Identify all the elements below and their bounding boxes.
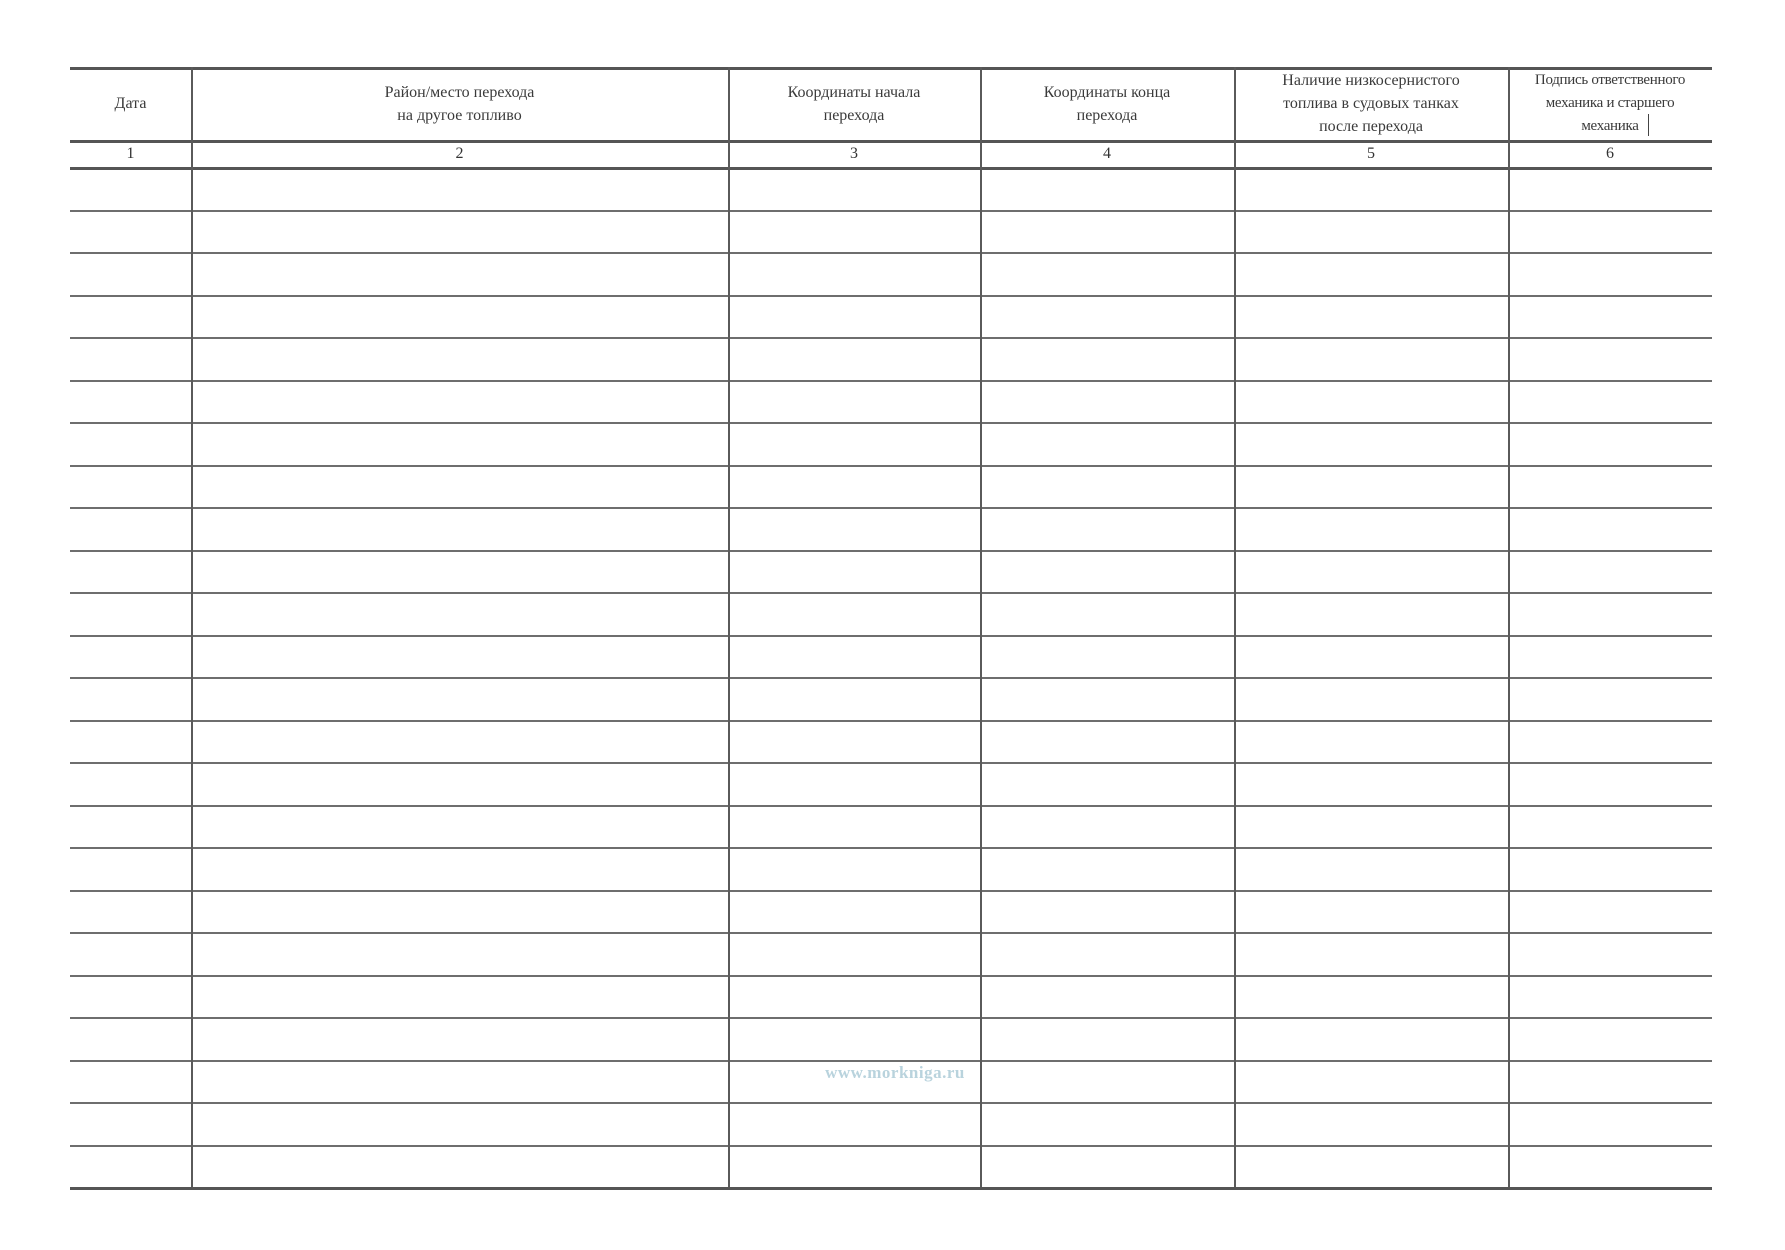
empty-entry-cell[interactable]: [730, 934, 978, 973]
column-header: Дата: [114, 95, 147, 112]
empty-entry-cell[interactable]: [982, 254, 1232, 293]
empty-entry-cell[interactable]: [193, 849, 726, 888]
empty-entry-cell[interactable]: [982, 1019, 1232, 1058]
empty-entry-cell[interactable]: [982, 722, 1232, 761]
empty-entry-cell[interactable]: [730, 467, 978, 506]
empty-entry-cell[interactable]: [1236, 892, 1506, 931]
empty-entry-cell[interactable]: [72, 934, 189, 973]
empty-entry-cell[interactable]: [730, 169, 978, 208]
empty-entry-cell[interactable]: [982, 339, 1232, 378]
empty-entry-cell[interactable]: [1510, 254, 1710, 293]
empty-entry-cell[interactable]: [1510, 382, 1710, 421]
empty-entry-cell[interactable]: [72, 254, 189, 293]
empty-entry-cell[interactable]: [193, 679, 726, 718]
empty-entry-cell[interactable]: [1510, 467, 1710, 506]
empty-entry-cell[interactable]: [193, 594, 726, 633]
empty-entry-cell[interactable]: [72, 467, 189, 506]
empty-entry-cell[interactable]: [982, 1104, 1232, 1143]
empty-entry-cell[interactable]: [1236, 424, 1506, 463]
column-header: Наличие низкосернистого топлива в судовых танках после перехода: [1282, 72, 1460, 135]
column-number: 4: [1103, 144, 1111, 162]
empty-entry-cell[interactable]: [730, 339, 978, 378]
empty-entry-cell[interactable]: [1236, 254, 1506, 293]
empty-entry-cell[interactable]: [730, 552, 978, 591]
empty-entry-cell[interactable]: [1510, 849, 1710, 888]
empty-entry-cell[interactable]: [1236, 339, 1506, 378]
empty-entry-cell[interactable]: [72, 764, 189, 803]
empty-entry-cell[interactable]: [1510, 297, 1710, 336]
empty-entry-cell[interactable]: [1236, 849, 1506, 888]
empty-entry-cell[interactable]: [1510, 212, 1710, 251]
text-cursor: [1648, 114, 1649, 136]
watermark: www.morkniga.ru: [825, 1063, 965, 1082]
empty-entry-cell[interactable]: [1510, 1019, 1710, 1058]
empty-entry-cell[interactable]: [72, 297, 189, 336]
empty-entry-cell[interactable]: [982, 934, 1232, 973]
empty-entry-cell[interactable]: [193, 722, 726, 761]
empty-entry-cell[interactable]: [1236, 297, 1506, 336]
empty-entry-cell[interactable]: [730, 892, 978, 931]
empty-entry-cell[interactable]: [730, 722, 978, 761]
empty-entry-cell[interactable]: [193, 212, 726, 251]
empty-entry-cell[interactable]: [193, 297, 726, 336]
empty-entry-cell[interactable]: [982, 1062, 1232, 1101]
empty-entry-cell[interactable]: [982, 169, 1232, 208]
empty-entry-cell[interactable]: [730, 1019, 978, 1058]
empty-entry-cell[interactable]: [730, 424, 978, 463]
empty-entry-cell[interactable]: [1236, 1019, 1506, 1058]
empty-entry-cell[interactable]: [730, 297, 978, 336]
column-number: 6: [1606, 144, 1614, 162]
empty-entry-cell[interactable]: [193, 637, 726, 676]
empty-entry-cell[interactable]: [72, 169, 189, 208]
empty-entry-cell[interactable]: [193, 339, 726, 378]
empty-entry-cell[interactable]: [1236, 679, 1506, 718]
empty-entry-cell[interactable]: [193, 1147, 726, 1186]
empty-entry-cell[interactable]: [193, 509, 726, 548]
empty-entry-cell[interactable]: [72, 807, 189, 846]
empty-entry-cell[interactable]: [982, 382, 1232, 421]
empty-entry-cell[interactable]: [730, 849, 978, 888]
empty-entry-cell[interactable]: [982, 892, 1232, 931]
empty-entry-cell[interactable]: [72, 849, 189, 888]
empty-entry-cell[interactable]: [1236, 722, 1506, 761]
empty-entry-cell[interactable]: [1236, 552, 1506, 591]
empty-entry-cell[interactable]: [982, 637, 1232, 676]
empty-entry-cell[interactable]: [193, 977, 726, 1016]
empty-entry-cell[interactable]: [1236, 764, 1506, 803]
empty-entry-cell[interactable]: [982, 424, 1232, 463]
empty-entry-cell[interactable]: [1236, 934, 1506, 973]
column-header: Подпись ответственного механика и старшего механика: [1534, 72, 1686, 134]
empty-entry-cell[interactable]: [193, 382, 726, 421]
empty-entry-cell[interactable]: [982, 849, 1232, 888]
empty-entry-cell[interactable]: [1510, 1147, 1710, 1186]
empty-entry-cell[interactable]: [72, 637, 189, 676]
empty-entry-cell[interactable]: [730, 594, 978, 633]
column-number: 5: [1367, 144, 1375, 162]
empty-entry-cell[interactable]: [193, 254, 726, 293]
empty-entry-cell[interactable]: [982, 764, 1232, 803]
empty-entry-cell[interactable]: [1236, 467, 1506, 506]
empty-entry-cell[interactable]: [1236, 1062, 1506, 1101]
empty-entry-cell[interactable]: [1236, 637, 1506, 676]
empty-entry-cell[interactable]: [72, 424, 189, 463]
empty-entry-cell[interactable]: [1236, 977, 1506, 1016]
empty-entry-cell[interactable]: [193, 1019, 726, 1058]
empty-entry-cell[interactable]: [72, 977, 189, 1016]
empty-entry-cell[interactable]: [982, 509, 1232, 548]
empty-entry-cell[interactable]: [730, 1147, 978, 1186]
column-number: 1: [126, 144, 135, 162]
empty-entry-cell[interactable]: [1510, 552, 1710, 591]
empty-entry-cell[interactable]: [1510, 934, 1710, 973]
empty-entry-cell[interactable]: [730, 1104, 978, 1143]
empty-entry-cell[interactable]: [1510, 1062, 1710, 1101]
empty-entry-cell[interactable]: [1510, 339, 1710, 378]
empty-entry-cell[interactable]: [1510, 977, 1710, 1016]
empty-entry-cell[interactable]: [193, 1062, 726, 1101]
empty-entry-cell[interactable]: [982, 467, 1232, 506]
empty-entry-cell[interactable]: [730, 807, 978, 846]
table-row-line: [70, 1187, 1712, 1190]
empty-entry-cell[interactable]: [1236, 169, 1506, 208]
empty-entry-cell[interactable]: [72, 722, 189, 761]
empty-entry-cell[interactable]: [982, 1147, 1232, 1186]
column-number: 2: [455, 144, 464, 162]
empty-entry-cell[interactable]: [730, 254, 978, 293]
empty-entry-cell[interactable]: [72, 212, 189, 251]
empty-entry-cell[interactable]: [72, 509, 189, 548]
empty-entry-cell[interactable]: [193, 807, 726, 846]
empty-entry-cell[interactable]: [1510, 892, 1710, 931]
empty-entry-cell[interactable]: [72, 1147, 189, 1186]
empty-entry-cell[interactable]: [730, 764, 978, 803]
empty-entry-cell[interactable]: [72, 679, 189, 718]
empty-entry-cell[interactable]: [193, 934, 726, 973]
empty-entry-cell[interactable]: [1510, 679, 1710, 718]
column-header: Район/место перехода на другое топливо: [384, 83, 535, 124]
empty-entry-cell[interactable]: [982, 679, 1232, 718]
empty-entry-cell[interactable]: [1510, 424, 1710, 463]
empty-entry-cell[interactable]: [193, 169, 726, 208]
empty-entry-cell[interactable]: [72, 892, 189, 931]
empty-entry-cell[interactable]: [193, 552, 726, 591]
empty-entry-cell[interactable]: [1236, 807, 1506, 846]
empty-entry-cell[interactable]: [1510, 807, 1710, 846]
column-header: Координаты начала перехода: [787, 83, 921, 124]
column-number: 3: [850, 144, 858, 162]
empty-entry-cell[interactable]: [982, 212, 1232, 251]
empty-entry-cell[interactable]: [1236, 509, 1506, 548]
empty-entry-cell[interactable]: [193, 424, 726, 463]
empty-entry-cell[interactable]: [730, 212, 978, 251]
empty-entry-cell[interactable]: [1236, 1104, 1506, 1143]
empty-entry-cell[interactable]: [982, 297, 1232, 336]
empty-entry-cell[interactable]: [1510, 722, 1710, 761]
empty-entry-cell[interactable]: [730, 382, 978, 421]
empty-entry-cell[interactable]: [1510, 509, 1710, 548]
empty-entry-cell[interactable]: [730, 637, 978, 676]
empty-entry-cell[interactable]: [72, 594, 189, 633]
empty-entry-cell[interactable]: [982, 594, 1232, 633]
empty-entry-cell[interactable]: [72, 1019, 189, 1058]
empty-entry-cell[interactable]: [193, 1104, 726, 1143]
empty-entry-cell[interactable]: [72, 1062, 189, 1101]
empty-entry-cell[interactable]: [982, 977, 1232, 1016]
empty-entry-cell[interactable]: [72, 1104, 189, 1143]
empty-entry-cell[interactable]: [72, 552, 189, 591]
column-header: Координаты конца перехода: [1043, 83, 1171, 124]
empty-entry-cell[interactable]: [193, 764, 726, 803]
empty-entry-cell[interactable]: [1236, 1147, 1506, 1186]
empty-entry-cell[interactable]: [1236, 382, 1506, 421]
empty-entry-cell[interactable]: [730, 509, 978, 548]
empty-entry-cell[interactable]: [1510, 764, 1710, 803]
empty-entry-cell[interactable]: [1510, 169, 1710, 208]
empty-entry-cell[interactable]: [730, 977, 978, 1016]
empty-entry-cell[interactable]: [1236, 594, 1506, 633]
empty-entry-cell[interactable]: [730, 679, 978, 718]
empty-entry-cell[interactable]: [72, 382, 189, 421]
empty-entry-cell[interactable]: [1236, 212, 1506, 251]
empty-entry-cell[interactable]: [982, 552, 1232, 591]
empty-entry-cell[interactable]: [982, 807, 1232, 846]
empty-entry-cell[interactable]: [1510, 1104, 1710, 1143]
empty-entry-cell[interactable]: [72, 339, 189, 378]
empty-entry-cell[interactable]: [1510, 594, 1710, 633]
empty-entry-cell[interactable]: [193, 892, 726, 931]
empty-entry-cell[interactable]: [193, 467, 726, 506]
empty-entry-cell[interactable]: [1510, 637, 1710, 676]
